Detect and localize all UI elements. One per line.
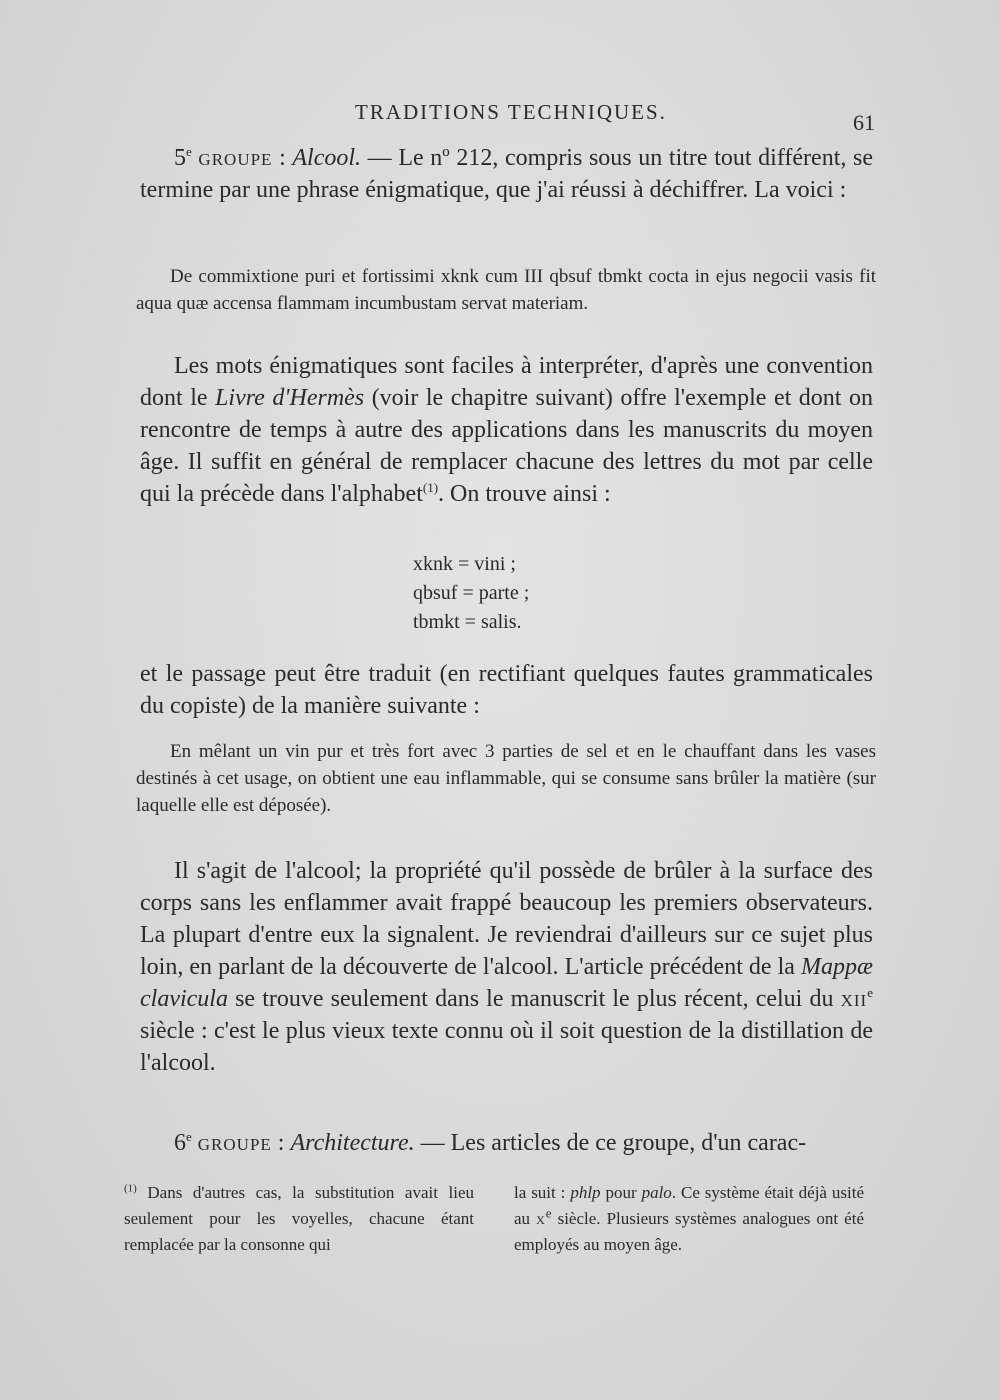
section-5-paragraph — [140, 142, 873, 206]
french-quote — [136, 738, 876, 819]
section-5-colon: : — [272, 145, 293, 171]
footnotes — [124, 1180, 864, 1258]
section-5-intro: — Le nº 212, compris sous un titre tout différent, se termine par une phrase énigmatique, que j'ai réussi à déchiffrer. La voici : — [140, 145, 873, 203]
section-6-intro: — Les articles de ce groupe, d'un carac- — [414, 1130, 807, 1156]
footnote-century-sup: e — [545, 1205, 552, 1221]
section-6-number-sup: e — [186, 1129, 192, 1144]
paragraph-2 — [140, 350, 873, 510]
section-5-number-sup: e — [186, 144, 192, 159]
para2-text-a: Les mots énigmatiques sont faciles à interpréter, d'après une convention dont le — [140, 353, 873, 411]
footnote-century: x — [536, 1209, 546, 1228]
page-number: 61 — [853, 110, 875, 135]
para4-century-sup: e — [867, 985, 873, 1000]
footnote-example-2: palo — [641, 1183, 672, 1202]
running-title: TRADITIONS TECHNIQUES. — [355, 100, 667, 124]
para2-text-c: . On trouve ainsi : — [438, 481, 611, 507]
latin-quote — [136, 263, 876, 317]
para2-text-b: (voir le chapitre suivant) offre l'exemple et dont on rencontre de temps à autre des applications dans les manuscrits du moyen âge. Il suffit en général de remplacer chacune des lettres du mot par celle qui la précède dans l'alphabet — [140, 385, 873, 507]
cipher-row: xknk = vini ; — [413, 553, 516, 575]
section-5-title: Alcool. — [292, 145, 362, 171]
section-5-label: groupe — [198, 145, 273, 171]
french-quote-text: En mêlant un vin pur et très fort avec 3 parties de sel et en le chauffant dans les vases destinés à cet usage, on obtient une eau inflammable, qui se consume sans brûler la matière (sur laquelle elle est déposée). — [136, 741, 876, 816]
para2-book-title: Livre d'Hermès — [215, 385, 365, 411]
section-6-number: 6 — [174, 1130, 186, 1156]
section-6-colon: : — [271, 1130, 291, 1156]
para4-century: xii — [840, 986, 868, 1012]
footnote-text-c: . Ce système était déjà usité au — [514, 1183, 864, 1228]
paragraph-4 — [140, 855, 873, 1079]
footnote-example-1: phlp — [570, 1183, 601, 1202]
footnote-text-left: Dans d'autres cas, la substitution avait lieu seulement pour les voyelles, chacune étant remplacée par la consonne qui — [124, 1183, 474, 1254]
latin-quote-text: De commixtione puri et fortissimi xknk cum III qbsuf tbmkt cocta in ejus negocii vasis fit aqua quæ accensa flammam incumbustam servat materiam. — [136, 266, 876, 314]
footnote-column-right — [514, 1180, 864, 1258]
footnote-text-b: pour — [600, 1183, 642, 1202]
footnote-column-left — [124, 1180, 474, 1258]
footnote-text-d: siècle. Plusieurs systèmes analogues ont été employés au moyen âge. — [514, 1209, 864, 1254]
para4-text-b: se trouve seulement dans le manuscrit le plus récent, celui du — [227, 986, 841, 1012]
para3-text: et le passage peut être traduit (en rectifiant quelques fautes grammaticales du copiste) de la manière suivante : — [140, 661, 873, 719]
cipher-table — [413, 550, 529, 637]
cipher-row: qbsuf = parte ; — [413, 582, 530, 604]
para4-text-a: Il s'agit de l'alcool; la propriété qu'il possède de brûler à la surface des corps sans les enflammer avait frappé beaucoup les premiers observateurs. La plupart d'entre eux la signalent. Je reviendrai d'ailleurs sur ce sujet plus loin, en parlant de la découverte de l'alcool. L'article précédent de la — [140, 858, 873, 980]
section-6-paragraph — [140, 1127, 873, 1159]
footnote-marker: (1) — [124, 1182, 137, 1195]
cipher-row: tbmkt = salis. — [413, 611, 522, 633]
footnote-text-a: la suit : — [514, 1183, 571, 1202]
footnote-reference: (1) — [422, 480, 439, 495]
section-5-number: 5 — [174, 145, 186, 171]
para4-text-c: siècle : c'est le plus vieux texte connu où il soit question de la distillation de l'alcool. — [140, 1018, 873, 1076]
para4-title: Mappæ clavicula — [140, 954, 873, 1012]
paragraph-3 — [140, 658, 873, 722]
section-6-title: Architecture. — [290, 1130, 415, 1156]
section-6-label: groupe — [197, 1130, 272, 1156]
